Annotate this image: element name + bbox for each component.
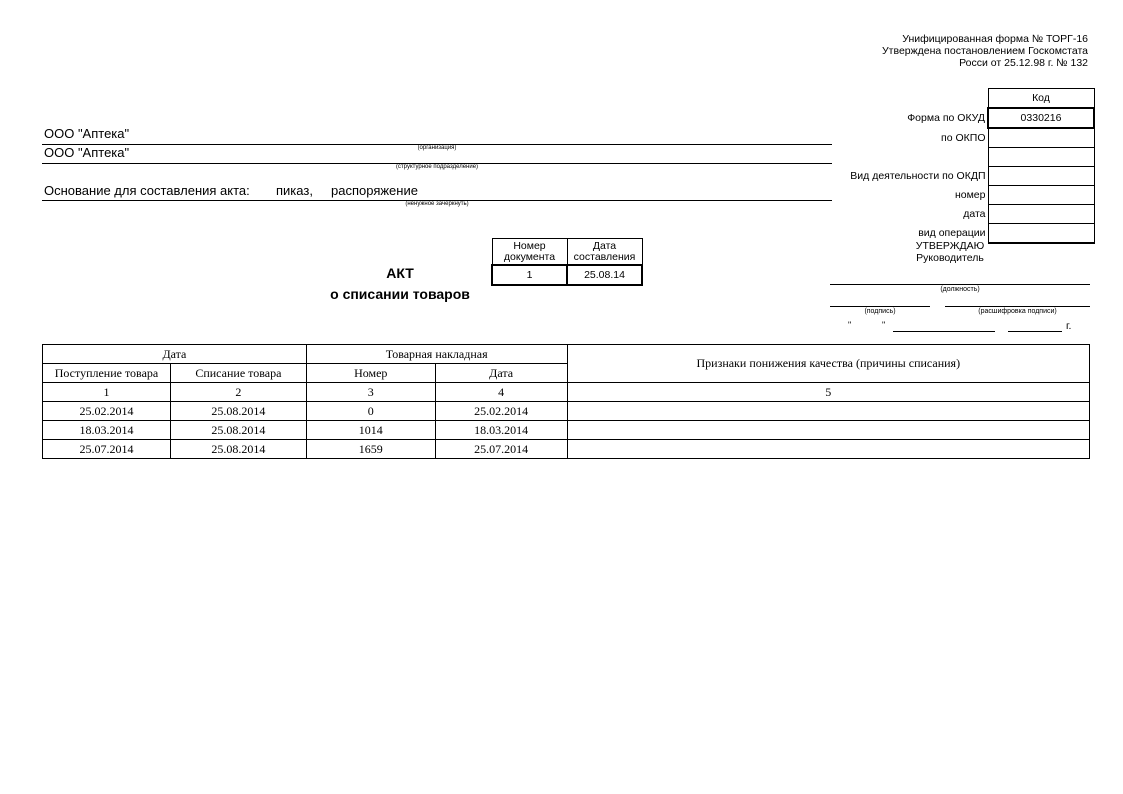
doc-title: АКТ: [386, 265, 414, 281]
approve-block: [890, 240, 1010, 264]
form-header-line3: Росси от 25.12.98 г. № 132: [959, 57, 1088, 69]
code-okpo[interactable]: [988, 128, 1094, 148]
form-header-line2: Утверждена постановлением Госкомстата: [882, 45, 1088, 57]
code-label: по ОКПО: [941, 131, 986, 144]
cell-number[interactable]: 1014: [306, 421, 435, 440]
cell-writeoff[interactable]: 25.08.2014: [170, 421, 306, 440]
approve-role: Руководитель: [916, 252, 984, 264]
cell-date[interactable]: 25.07.2014: [435, 440, 567, 459]
signature-caption: (подпись): [864, 308, 896, 315]
form-header: [788, 33, 1088, 69]
basis-value2: распоряжение: [331, 183, 418, 198]
column-number: 1: [43, 383, 171, 402]
cell-receipt[interactable]: 25.02.2014: [43, 402, 171, 421]
decode-line: [945, 306, 1090, 307]
header-writeoff: Списание товара: [170, 364, 306, 383]
cell-receipt[interactable]: 25.07.2014: [43, 440, 171, 459]
cell-number[interactable]: 0: [306, 402, 435, 421]
division-name: ООО "Аптека": [44, 145, 130, 160]
form-header-line1: Унифицированная форма № ТОРГ-16: [902, 33, 1088, 45]
cell-reason[interactable]: [567, 440, 1089, 459]
code-okud[interactable]: 0330216: [988, 108, 1094, 128]
code-label: Вид деятельности по ОКДП: [850, 170, 986, 182]
position-line: [830, 284, 1090, 285]
column-number: 4: [435, 383, 567, 402]
doc-subtitle: о списании товаров: [330, 286, 470, 302]
header-invoice-date: Дата: [435, 364, 567, 383]
column-number: 5: [567, 383, 1089, 402]
cell-writeoff[interactable]: 25.08.2014: [170, 440, 306, 459]
basis-caption: (ненужное зачеркнуть): [405, 201, 469, 207]
code-okdp[interactable]: [988, 167, 1094, 186]
date-year-line: [1008, 331, 1062, 332]
codes-head: Код: [988, 89, 1094, 109]
date-quote-close: ": [882, 320, 886, 330]
position-caption: (должность): [940, 286, 980, 293]
org-name: ООО "Аптека": [44, 126, 130, 141]
header-date: Дата: [43, 345, 307, 364]
signature-line: [830, 306, 930, 307]
table-row: [43, 440, 1090, 459]
header-receipt: Поступление товара: [43, 364, 171, 383]
date-year-suffix: г.: [1066, 320, 1072, 332]
doc-date-header: Дата составления: [567, 239, 642, 266]
division-caption: (структурное подразделение): [395, 164, 479, 170]
cell-writeoff[interactable]: 25.08.2014: [170, 402, 306, 421]
codes-table: [825, 88, 1095, 244]
writeoff-table: [42, 344, 1090, 459]
org-name-caption: (организация): [417, 145, 457, 151]
basis-value1: пиказ,: [276, 183, 313, 198]
basis-label: Основание для составления акта:: [44, 183, 250, 198]
doc-date-value[interactable]: 25.08.14: [567, 265, 642, 285]
table-row: [43, 421, 1090, 440]
code-label: дата: [963, 208, 986, 220]
header-reason: Признаки понижения качества (причины списания): [567, 345, 1089, 383]
approve-title: УТВЕРЖДАЮ: [915, 240, 985, 252]
header-number: Номер: [306, 364, 435, 383]
decode-caption: (расшифровка подписи): [978, 308, 1057, 315]
code-label: номер: [954, 189, 986, 201]
cell-reason[interactable]: [567, 402, 1089, 421]
date-month-line: [893, 331, 995, 332]
cell-date[interactable]: 25.02.2014: [435, 402, 567, 421]
code-label: вид операции: [918, 227, 986, 240]
table-row: [43, 402, 1090, 421]
column-number: 3: [306, 383, 435, 402]
cell-receipt[interactable]: 18.03.2014: [43, 421, 171, 440]
cell-number[interactable]: 1659: [306, 440, 435, 459]
code-number[interactable]: [988, 186, 1094, 205]
code-label: [825, 148, 988, 167]
doc-number-header: Номер документа: [492, 239, 567, 266]
code-label: Форма по ОКУД: [907, 112, 985, 124]
code-date[interactable]: [988, 205, 1094, 224]
code-empty[interactable]: [988, 148, 1094, 167]
doc-number-value[interactable]: 1: [492, 265, 567, 285]
header-invoice: Товарная накладная: [306, 345, 567, 364]
cell-reason[interactable]: [567, 421, 1089, 440]
column-number: 2: [170, 383, 306, 402]
date-quote-open: ": [848, 320, 852, 330]
doc-number-table: [491, 238, 643, 286]
cell-date[interactable]: 18.03.2014: [435, 421, 567, 440]
